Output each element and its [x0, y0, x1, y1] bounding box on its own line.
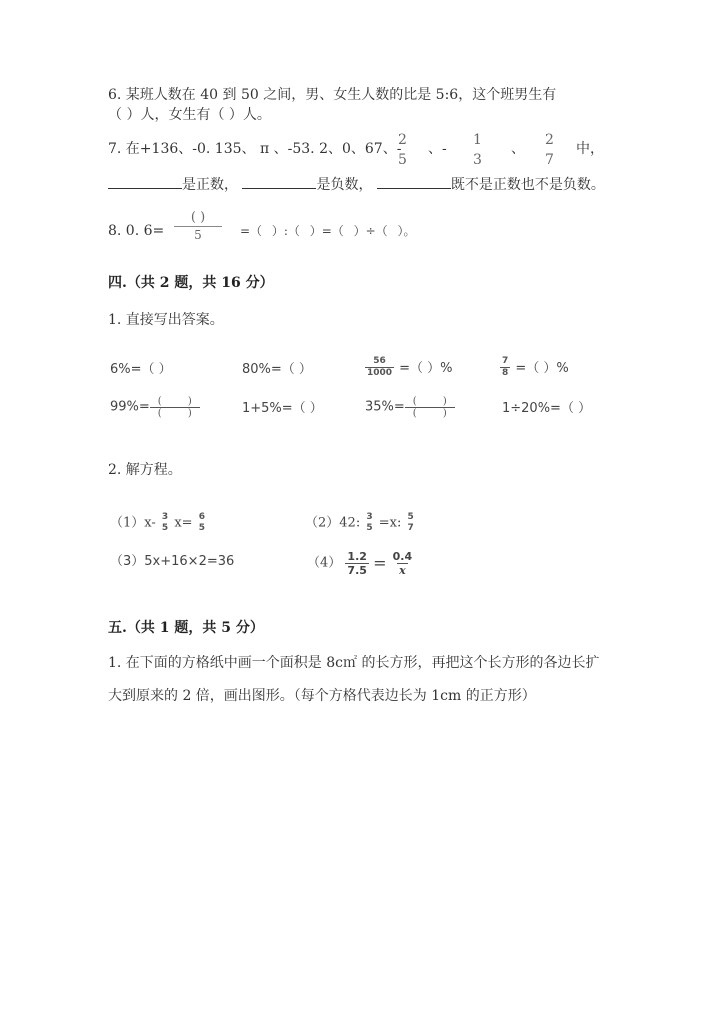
q8-fraction: ( ) 5 [176, 210, 220, 243]
section5-q1-line2: 大到原来的 2 倍，画出图形。（每个方格代表边长为 1cm 的正方形） [108, 688, 536, 704]
calc-1-div-20-percent: 1÷20%=（ ） [502, 401, 592, 416]
q7-blank-neither[interactable] [377, 174, 451, 189]
q7-prefix: 7. 在+136、-0. 135、 π 、-53. 2、0、67、- [108, 141, 402, 157]
section4-q1-label: 1. 直接写出答案。 [108, 312, 224, 328]
section4-q2-label: 2. 解方程。 [108, 462, 182, 478]
paren-fraction[interactable]: ( ) ( ) [150, 396, 200, 419]
q6-line2: （ ）人，女生有（ ）人。 [108, 107, 271, 123]
q7-line1 [108, 140, 401, 158]
q7-sep2: 、 [511, 141, 525, 157]
equation-4: （4） $\frac{1.2}{7.5}$ = $\frac{0.4}{x}$ [307, 550, 413, 577]
q7-fraction-2: 1 3 [473, 132, 482, 168]
paren-fraction[interactable]: ( ) ( ) [405, 396, 455, 419]
section5-q1-line1: 1. 在下面的方格纸中画一个面积是 8c㎡ 的长方形，再把这个长方形的各边长扩 [108, 655, 600, 671]
calc-1-plus-5-percent: 1+5%=（ ） [242, 401, 323, 416]
equation-3: （3）5x+16×2=36 [110, 554, 235, 569]
q7-sep1: 、- [428, 141, 447, 157]
q8-rest: =（ ）:（ ）=（ ）÷（ ）。 [240, 224, 416, 238]
calc-7-over-8: $\frac{7}{8}$ =（ ）% [502, 356, 569, 378]
calc-56-over-1000: $\frac{56}{1000}$ =（ ）% [367, 356, 453, 378]
q6-line1: 6. 某班人数在 40 到 50 之间，男、女生人数的比是 5:6，这个班男生有 [108, 87, 557, 103]
q7-blank-negative[interactable] [242, 174, 316, 189]
calc-99-percent: 99%= ( ) ( ) [110, 396, 200, 419]
q7-suffix: 中， [576, 141, 604, 157]
section4-title: 四.（共 2 题，共 16 分） [108, 275, 274, 291]
q7-line2: 是正数， 是负数， 既不是正数也不是负数。 [108, 174, 605, 194]
calc-6-percent: 6%=（ ） [110, 362, 172, 377]
q8-prefix: 8. 0. 6= [108, 223, 165, 239]
q7-fraction-3: 2 7 [545, 132, 554, 168]
equation-1: （1）x- 3 5 x= 6 5 [110, 512, 205, 533]
equation-2: （2）42: 3 5 =x: 5 7 [305, 512, 414, 533]
section5-title: 五.（共 1 题，共 5 分） [108, 620, 264, 636]
calc-80-percent: 80%=（ ） [242, 362, 312, 377]
calc-35-percent: 35%= ( ) ( ) [365, 396, 455, 419]
q7-blank-positive[interactable] [108, 174, 182, 189]
q7-fraction-1: 2 5 [398, 132, 407, 168]
